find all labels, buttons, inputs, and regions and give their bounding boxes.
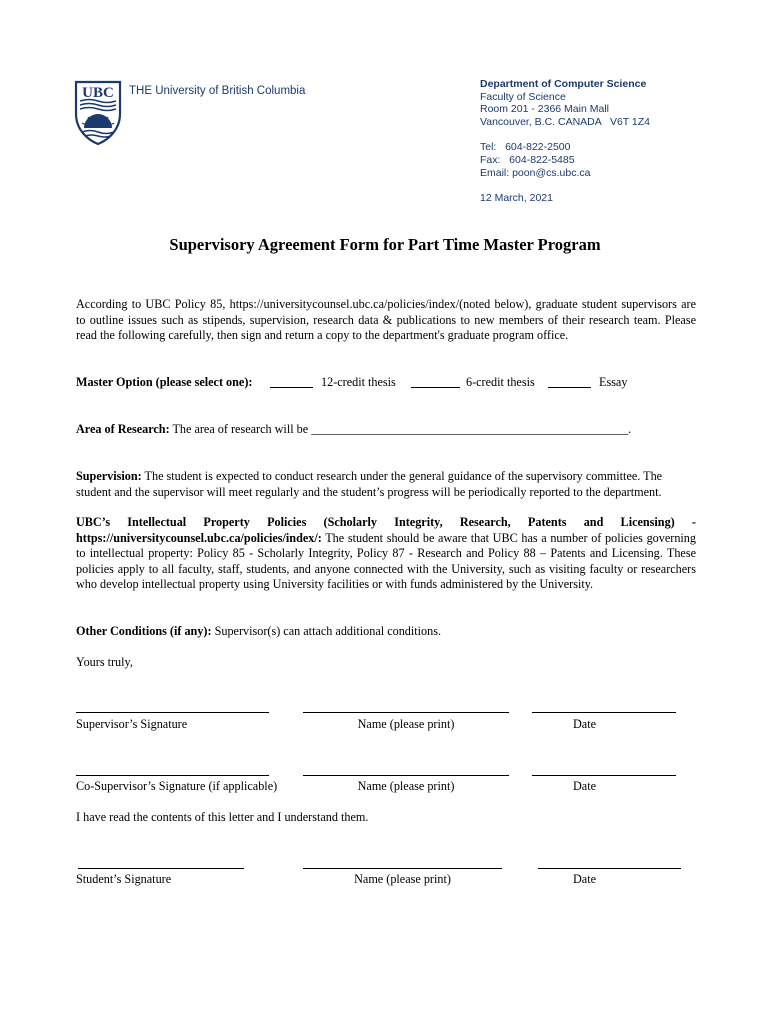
student-signature-label: Student’s Signature [76,872,172,886]
ip-policies-label: UBC’s Intellectual Property Policies (Scholarly Integrity, Research, Patents and Licensing) - https://universitycounsel.ubc.ca/policies/index/: [76,515,696,545]
supervisor-date-line[interactable] [532,712,676,713]
student-name-line[interactable] [303,868,502,869]
option-blank-12-credit[interactable] [270,387,313,388]
option-blank-essay[interactable] [548,387,591,388]
area-text: The area of research will be ____________________________________________________. [169,422,632,436]
co-supervisor-date-line[interactable] [532,775,676,776]
other-conditions-text: Supervisor(s) can attach additional conditions. [211,624,442,638]
telephone: Tel: 604-822-2500 [480,141,571,154]
supervisor-signature-line[interactable] [76,712,269,713]
ubc-crest-logo [74,80,122,146]
ip-policies-paragraph [76,515,696,593]
co-supervisor-name-label: Name (please print) [357,779,455,793]
supervisor-name-label: Name (please print) [357,717,455,731]
area-of-research [76,422,696,438]
student-name-label: Name (please print) [354,872,451,886]
other-conditions-label: Other Conditions (if any): [76,624,212,638]
email: Email: poon@cs.ubc.ca [480,166,591,179]
acknowledgement-text: I have read the contents of this letter and I understand them. [76,810,369,824]
option-essay: Essay [599,375,628,389]
ip-policies-text: The student should be aware that UBC has a number of policies governing to intellectual property: Policy 85 - Scholarly Integrity, Policy 87 - Research and Policy 88 – Patents and Licensing. These policies apply to all faculty, staff, students, and anyone connected with the University, such as visiting faculty or researchers who develop intellectual property using University facilities or with funds administered by the University. [76,530,696,592]
supervision-paragraph [76,469,696,500]
closing: Yours truly, [76,655,133,669]
intro-paragraph: According to UBC Policy 85, https://universitycounsel.ubc.ca/policies/index/(noted below), graduate student supervisors are to outline issues such as stipends, supervision, research data & publications to new members of their research team. Please read the following carefully, then sign and return a copy to the department's graduate program office. [76,297,696,343]
student-date-line[interactable] [538,868,681,869]
form-title: Supervisory Agreement Form for Part Time Master Program [169,235,601,254]
department-contact-block [480,78,650,205]
co-supervisor-signature-line[interactable] [76,775,269,776]
supervision-text: The student is expected to conduct research under the general guidance of the supervisory committee. The student and the supervisor will meet regularly and the student’s progress will be periodically reported to the department. [76,469,663,499]
department-name: Department of Computer Science [480,78,647,90]
address-line-1: Room 201 - 2366 Main Mall [480,103,609,116]
option-blank-6-credit[interactable] [411,387,460,388]
supervisor-name-line[interactable] [303,712,509,713]
master-option-label: Master Option (please select one): [76,375,253,389]
address-line-2: Vancouver, B.C. CANADA V6T 1Z4 [480,115,651,128]
area-label: Area of Research: [76,422,170,436]
fax: Fax: 604-822-5485 [480,153,575,166]
option-12-credit-thesis: 12-credit thesis [321,375,396,389]
supervision-label: Supervision: [76,469,142,483]
co-supervisor-signature-label: Co-Supervisor’s Signature (if applicable) [76,779,278,793]
other-conditions [76,624,696,640]
faculty-name: Faculty of Science [480,90,566,103]
option-6-credit-thesis: 6-credit thesis [466,375,535,389]
letter-date: 12 March, 2021 [480,192,553,205]
supervisor-signature-label: Supervisor’s Signature [76,717,188,731]
student-date-label: Date [572,872,596,886]
co-supervisor-date-label: Date [572,779,596,793]
supervisor-date-label: Date [572,717,596,731]
co-supervisor-name-line[interactable] [303,775,509,776]
student-signature-line[interactable] [78,868,244,869]
university-name: THE University of British Columbia [129,85,306,97]
logo-text: UBC [82,85,114,101]
